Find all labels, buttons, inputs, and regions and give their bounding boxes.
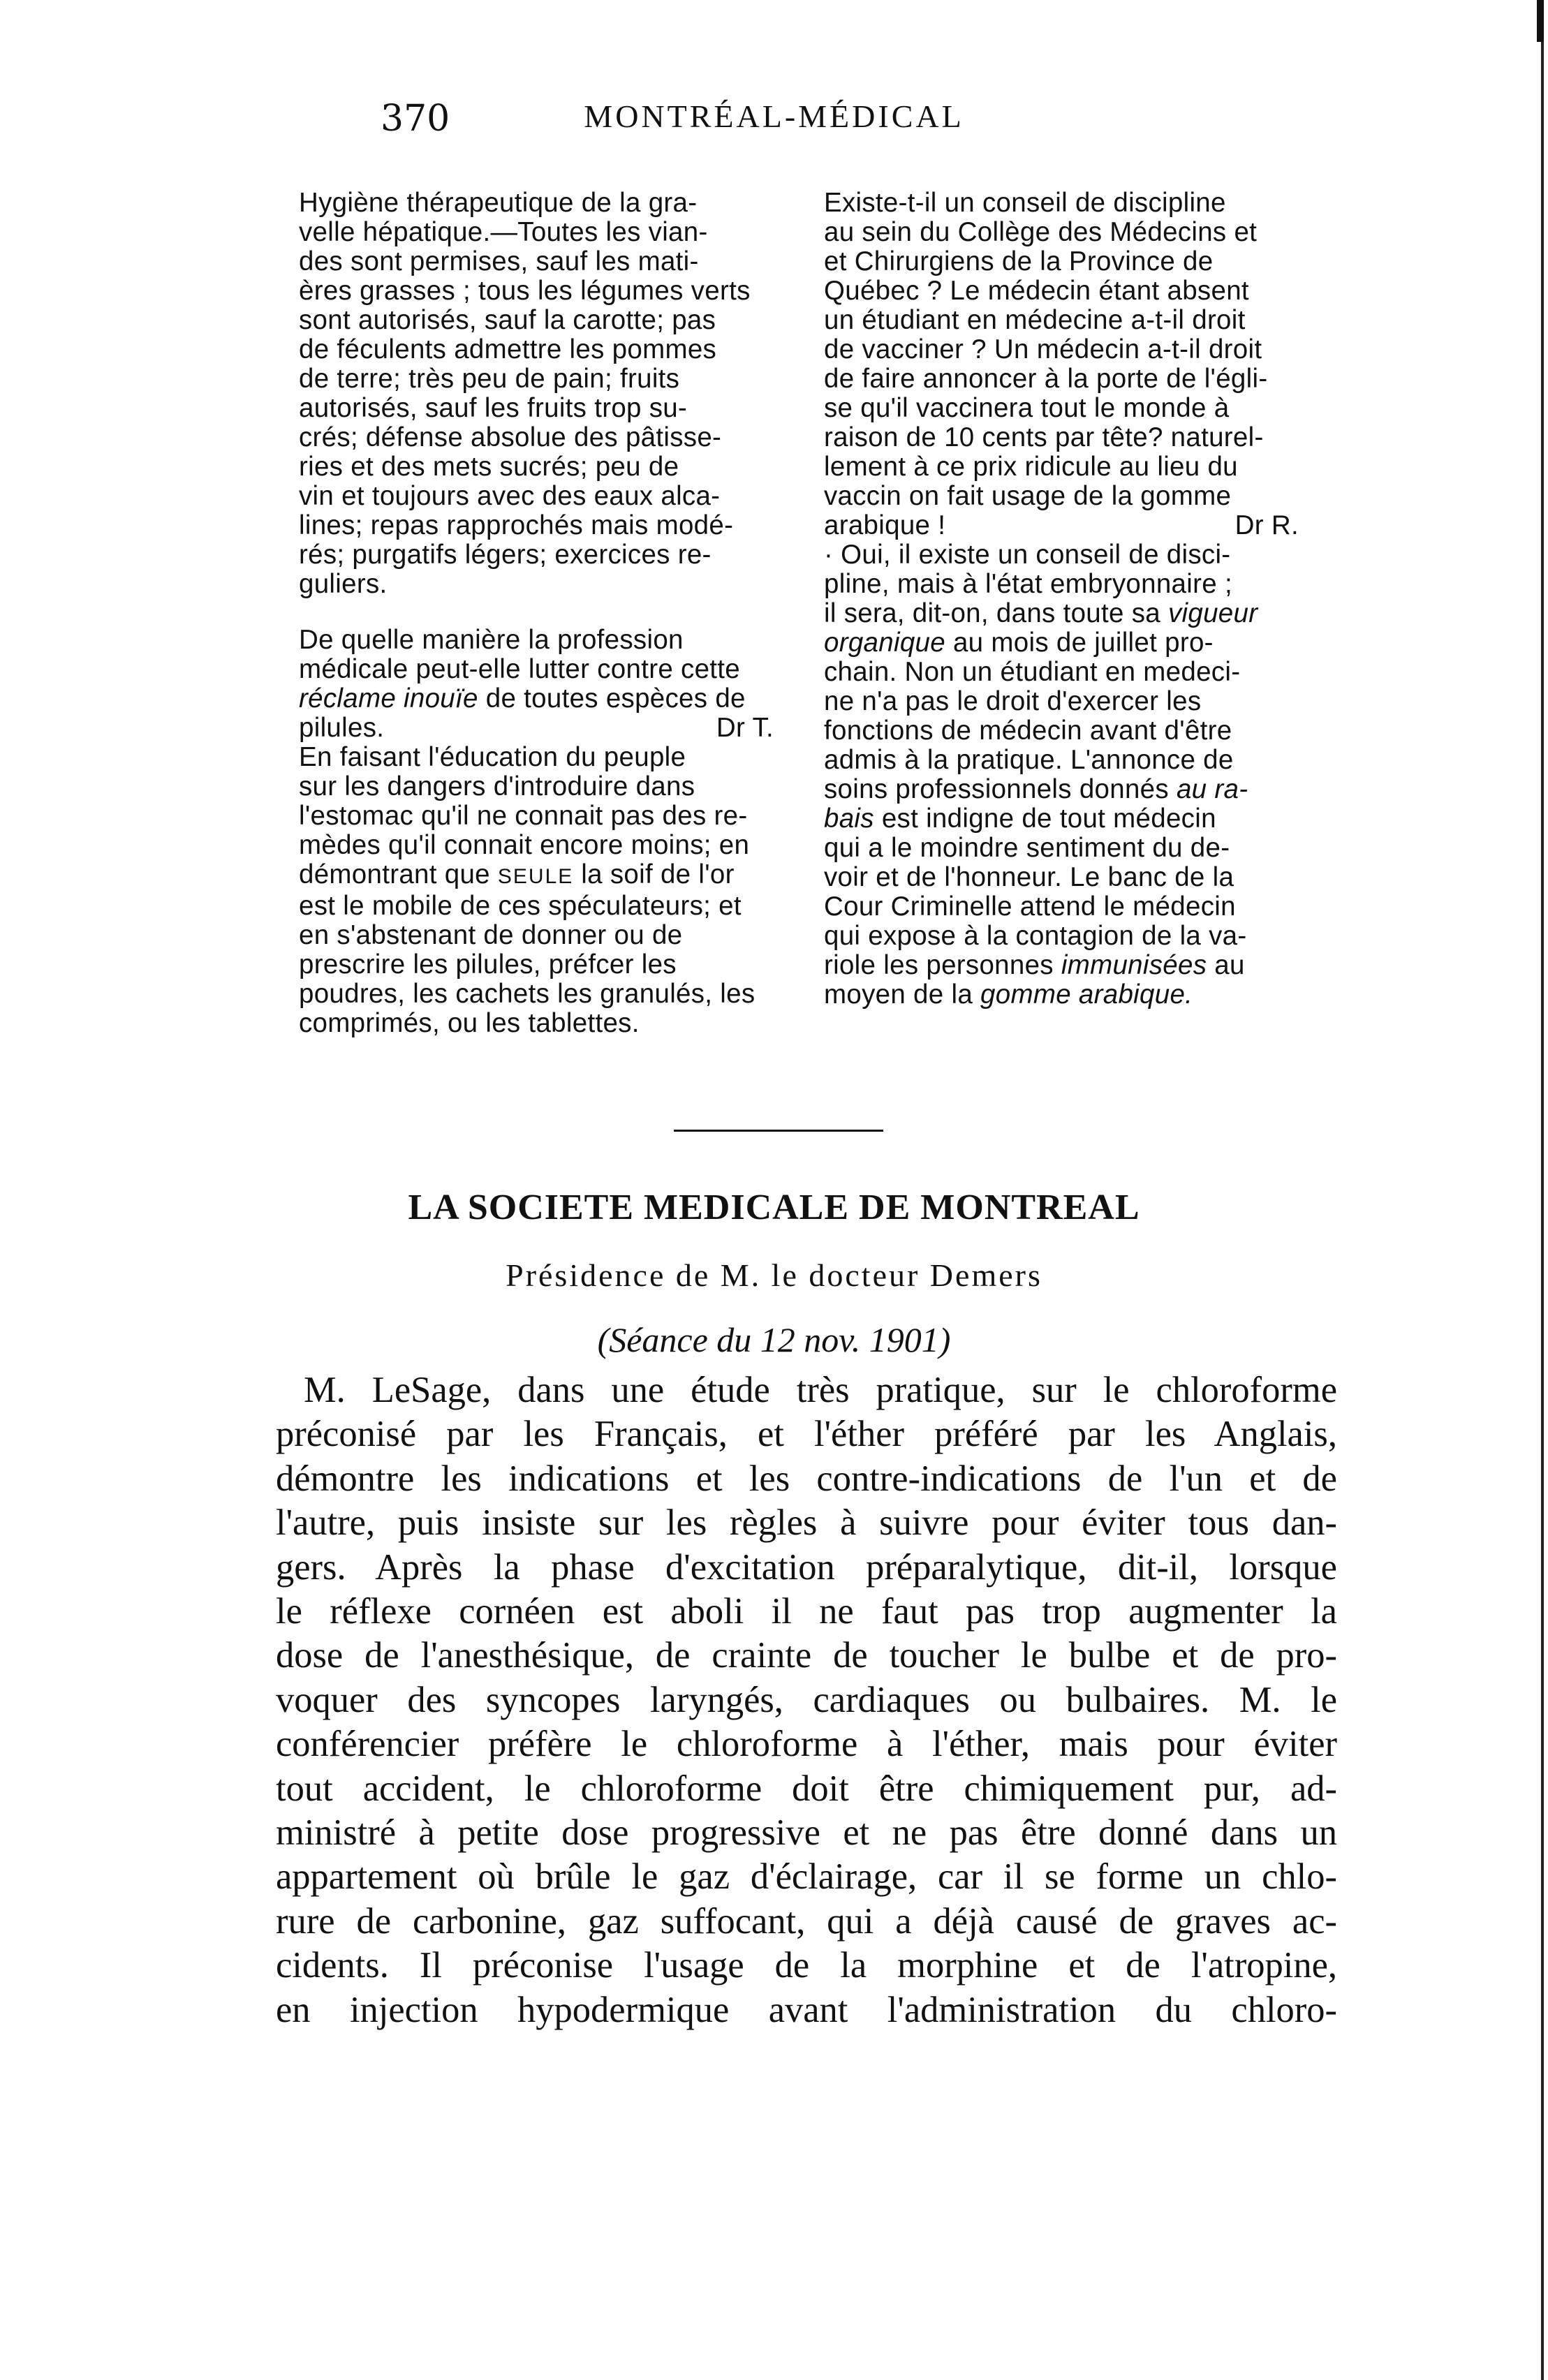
text-line: de terre; très peu de pain; fruits [299,364,680,394]
signature: Dr T. [716,713,774,743]
text-line: autorisés, sauf les fruits trop su- [299,393,688,423]
text-line: qui a le moindre sentiment du de- [824,833,1230,863]
text-line: guliers. [299,569,388,599]
text-line: En faisant l'éducation du peuple [299,742,686,772]
body-line: le réflexe cornéen est aboli il ne faut pas trop augmenter la [276,1591,1337,1632]
text-line: sont autorisés, sauf la carotte; pas [299,305,716,335]
body-line: ministré à petite dose progressive et ne pas être donné dans un [276,1812,1337,1854]
text-line: chain. Non un étudiant en medeci- [824,657,1241,687]
text-line: ne n'a pas le droit d'exercer les [824,686,1202,716]
text-fragment: au mois de juillet pro- [945,628,1214,658]
text-line: de féculents admettre les pommes [299,334,717,364]
vaccination-answer [824,540,1341,1010]
section-divider [674,1130,883,1132]
italic-phrase: gomme arabique. [980,980,1193,1010]
page-number: 370 [381,98,450,140]
text-line: médicale peut-elle lutter contre cette [299,654,741,684]
text-line: pline, mais à l'état embryonnaire ; [824,569,1232,599]
text-line: de faire annoncer à la porte de l'égli- [824,364,1268,394]
question-paragraph [299,626,816,743]
body-line: rure de carbonine, gaz suffocant, qui a déjà causé de graves ac- [276,1900,1337,1942]
text-fragment: la soif de l'or [573,859,735,889]
text-line: Hygiène thérapeutique de la gra- [299,188,698,218]
text-line: vin et toujours avec des eaux alca- [299,481,721,511]
text-line: · Oui, il existe un conseil de disci- [824,540,1231,570]
text-line: De quelle manière la profession [299,625,684,655]
body-line: cidents. Il préconise l'usage de la morphine et de l'atropine, [276,1945,1337,1986]
body-line: dose de l'anesthésique, de crainte de toucher le bulbe et de pro- [276,1635,1337,1676]
text-line: au sein du Collège des Médecins et [824,217,1258,247]
body-line: démontre les indications et les contre-indications de l'un et de [276,1458,1337,1499]
text-line: un étudiant en médecine a-t-il droit [824,305,1246,335]
italic-phrase: bais [824,804,874,834]
text-line: ères grasses ; tous les légumes verts [299,276,751,306]
body-line: en injection hypodermique avant l'administration du chloro- [276,1989,1337,2030]
running-header: MONTRÉAL-MÉDICAL [584,98,964,134]
text-line: de vacciner ? Un médecin a-t-il droit [824,334,1262,364]
small-caps-word: SEULE [497,865,574,888]
text-line: voir et de l'honneur. Le banc de la [824,862,1234,892]
text-fragment: moyen de la [824,980,981,1010]
text-line: qui expose à la contagion de la va- [824,921,1247,951]
text-line: poudres, les cachets les granulés, les [299,979,755,1009]
text-fragment: arabique ! [824,510,946,540]
body-line: appartement où brûle le gaz d'éclairage, car il se forme un chlo- [276,1856,1337,1898]
text-line: l'estomac qu'il ne connait pas des re- [299,801,748,831]
text-line: vaccin on fait usage de la gomme [824,481,1232,511]
text-line: en s'abstenant de donner ou de [299,920,683,950]
text-line: fonctions de médecin avant d'être [824,716,1232,746]
italic-phrase: vigueur [1167,598,1258,628]
text-line: se qu'il vaccinera tout le monde à [824,393,1230,423]
italic-phrase: organique [824,628,945,658]
text-line: crés; défense absolue des pâtisse- [299,422,722,452]
body-line: M. LeSage, dans une étude très pratique, sur le chloroforme [304,1370,1337,1410]
seance-date: (Séance du 12 nov. 1901) [597,1320,951,1359]
signature: Dr R. [1234,510,1299,540]
text-line: des sont permises, sauf les mati- [299,246,699,276]
italic-phrase: immunisées [1061,950,1207,980]
text-line: rés; purgatifs légers; exercices re- [299,540,712,570]
body-line: conférencier préfère le chloroforme à l'éther, mais pour éviter [276,1724,1337,1765]
body-line: préconisé par les Français, et l'éther préféré par les Anglais, [276,1414,1337,1455]
left-column [299,189,816,1038]
presidence-line: Présidence de M. le docteur Demers [506,1257,1042,1293]
italic-phrase: au ra- [1176,774,1248,804]
text-line: Existe-t-il un conseil de discipline [824,188,1226,218]
answer-paragraph [299,743,816,1038]
text-fragment: il sera, dit-on, dans toute sa [824,598,1168,628]
text-line: lines; repas rapprochés mais modé- [299,510,734,540]
section-title: LA SOCIETE MEDICALE DE MONTREAL [408,1188,1140,1227]
text-line: velle hépatique.—Toutes les vian- [299,217,708,247]
text-fragment: au [1207,950,1245,980]
body-line: gers. Après la phase d'excitation préparalytique, dit-il, lorsque [276,1546,1337,1588]
text-line: raison de 10 cents par tête? naturel- [824,422,1264,452]
text-line: prescrire les pilules, préfcer les [299,949,677,980]
text-line: mèdes qu'il connait encore moins; en [299,830,750,860]
text-line: est le mobile de ces spéculateurs; et [299,891,742,921]
text-fragment: démontrant que [299,859,498,889]
text-line: et Chirurgiens de la Province de [824,246,1214,276]
body-line: l'autre, puis insiste sur les règles à suivre pour éviter tous dan- [276,1502,1337,1544]
text-fragment: est indigne de tout médecin [873,804,1216,834]
text-fragment: riole les personnes [824,950,1061,980]
hygiene-paragraph [299,189,816,599]
body-line: voquer des syncopes laryngés, cardiaques ou bulbaires. M. le [276,1679,1337,1720]
body-line: tout accident, le chloroforme doit être chimiquement pur, ad- [276,1768,1337,1809]
section-body [276,1368,1337,2032]
text-line: ries et des mets sucrés; peu de [299,452,679,482]
text-fragment: pilules. [299,713,385,743]
text-line: comprimés, ou les tablettes. [299,1008,640,1038]
text-fragment: de toutes espèces de [478,683,746,714]
italic-phrase: réclame inouïe [299,683,478,714]
vaccination-question [824,189,1341,540]
text-line: admis à la pratique. L'annonce de [824,745,1234,775]
text-line: sur les dangers d'introduire dans [299,771,695,801]
text-line: Cour Criminelle attend le médecin [824,892,1236,922]
text-line: Québec ? Le médecin étant absent [824,276,1249,306]
text-line: lement à ce prix ridicule au lieu du [824,452,1238,482]
scan-edge [1530,0,1548,2380]
right-column [824,189,1341,1010]
text-fragment: soins professionnels donnés [824,774,1177,804]
